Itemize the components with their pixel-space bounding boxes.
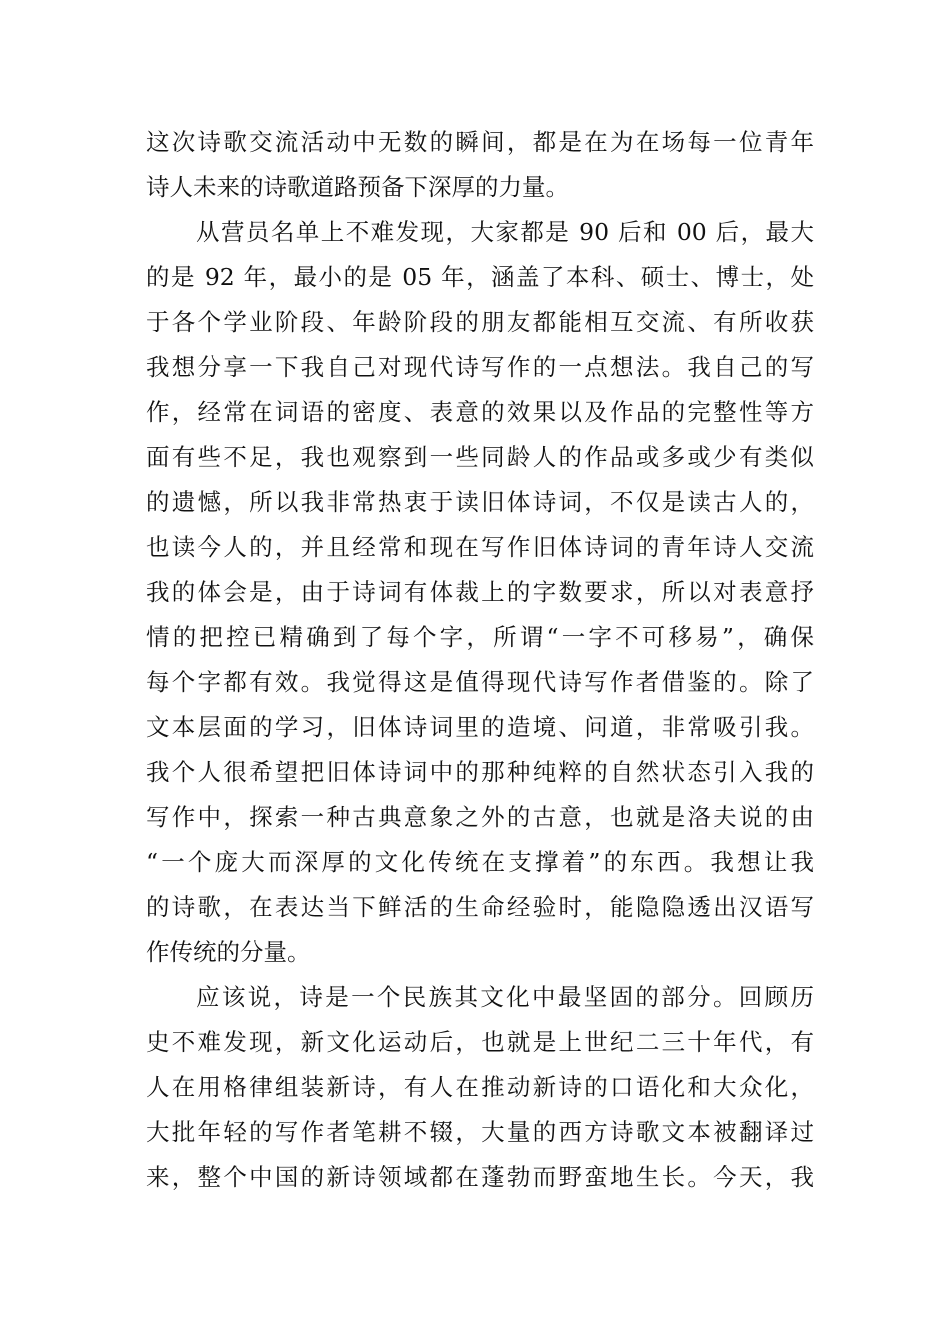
body-text — [146, 120, 814, 1200]
text-line: 写作中，探索一种古典意象之外的古意，也就是洛夫说的由 — [146, 803, 814, 831]
text-line: 从营员名单上不难发现，大家都是 90 后和 00 后，最大 — [196, 218, 814, 246]
text-line: 也读今人的，并且经常和现在写作旧体诗词的青年诗人交流 — [146, 533, 814, 561]
text-line: 的是 92 年，最小的是 05 年，涵盖了本科、硕士、博士，处 — [146, 263, 814, 291]
text-line: 每个字都有效。我觉得这是值得现代诗写作者借鉴的。除了 — [146, 668, 814, 696]
text-line: 史不难发现，新文化运动后，也就是上世纪二三十年代，有 — [146, 1028, 814, 1056]
text-line: 诗人未来的诗歌道路预备下深厚的力量。 — [146, 173, 569, 201]
text-line: 我个人很希望把旧体诗词中的那种纯粹的自然状态引入我的 — [146, 758, 814, 786]
text-line: 来，整个中国的新诗领域都在蓬勃而野蛮地生长。今天，我 — [146, 1163, 814, 1191]
text-line: 的诗歌，在表达当下鲜活的生命经验时，能隐隐透出汉语写 — [146, 893, 814, 921]
text-line: 于各个学业阶段、年龄阶段的朋友都能相互交流、有所收获 — [146, 308, 814, 336]
text-line: 应该说，诗是一个民族其文化中最坚固的部分。回顾历 — [196, 983, 814, 1011]
text-line: “一个庞大而深厚的文化传统在支撑着”的东西。我想让我 — [146, 848, 814, 876]
text-line: 作，经常在词语的密度、表意的效果以及作品的完整性等方 — [146, 398, 814, 426]
text-line: 我想分享一下我自己对现代诗写作的一点想法。我自己的写 — [146, 353, 814, 381]
text-line: 面有些不足，我也观察到一些同龄人的作品或多或少有类似 — [146, 443, 814, 471]
text-line: 大批年轻的写作者笔耕不辍，大量的西方诗歌文本被翻译过 — [146, 1118, 814, 1146]
text-line: 人在用格律组装新诗，有人在推动新诗的口语化和大众化， — [146, 1073, 814, 1101]
text-line: 作传统的分量。 — [146, 938, 311, 966]
text-line: 情的把控已精确到了每个字，所谓“一字不可移易”，确保 — [146, 623, 814, 651]
text-line: 文本层面的学习，旧体诗词里的造境、问道，非常吸引我。 — [146, 713, 814, 741]
text-line: 这次诗歌交流活动中无数的瞬间，都是在为在场每一位青年 — [146, 128, 814, 156]
text-line: 的遗憾，所以我非常热衷于读旧体诗词，不仅是读古人的， — [146, 488, 814, 516]
text-line: 我的体会是，由于诗词有体裁上的字数要求，所以对表意抒 — [146, 578, 814, 606]
